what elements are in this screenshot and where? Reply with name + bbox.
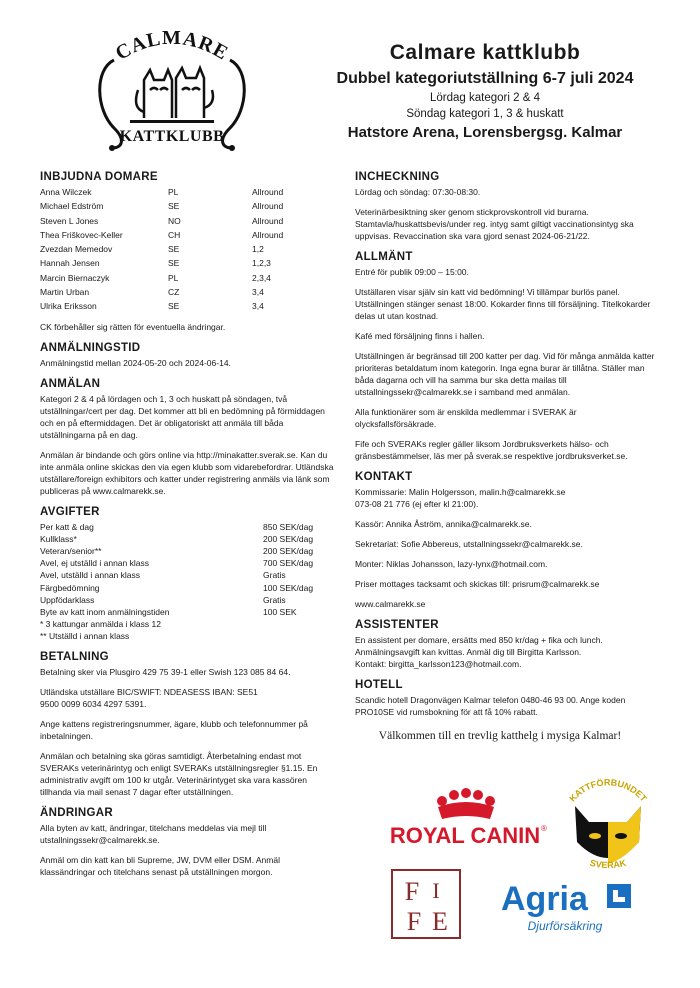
agria-logo <box>495 870 635 936</box>
payment-text-4: Anmälan och betalning ska göras samtidigt. Återbetalning endast mot SVERAKs veterinärintyg och enligt SVERAKs utställningsregler §1.15. En administrativ avgift om 100 kr utgår. Veterinärintyget ska vara kassören tillhanda via mail senast 7 dagar efter utställningen. <box>40 751 318 798</box>
cats-icon <box>136 68 213 118</box>
payment-text-1: Betalning sker via Plusgiro 429 75 39-1 eller Swish 123 085 84 64. <box>40 667 291 678</box>
page-title: Calmare kattklubb <box>389 41 581 64</box>
judge-country: SE <box>168 244 180 255</box>
left-column <box>40 170 335 886</box>
fee-value: 200 SEK/dag <box>263 546 314 557</box>
general-text-5: Alla funktionärer som är enskilda medlemmar i SVERAK är olycksfallsförsäkrade. <box>355 407 577 429</box>
judge-categories: 3,4 <box>252 301 264 312</box>
fee-value: Gratis <box>263 594 286 605</box>
fee-value: 700 SEK/dag <box>263 558 314 569</box>
hotel-text: Scandic hotell Dragonvägen Kalmar telefon 0480-46 93 00. Ange koden PRO10SE vid rumsbokning för att få 10% rabatt. <box>355 695 626 717</box>
header <box>290 40 680 144</box>
contact-booth: Monter: Niklas Johansson, lazy-lynx@hotmail.com. <box>355 559 548 569</box>
fife-letter-4: E <box>432 907 448 936</box>
general-heading: ALLMÄNT <box>355 251 413 263</box>
fees-table <box>40 521 335 619</box>
judge-name: Hannah Jensen <box>40 258 100 269</box>
judge-categories: Allround <box>252 201 284 212</box>
logo-bottom-text: KATTKLUBB <box>119 128 225 145</box>
changes-heading: ÄNDRINGAR <box>40 807 113 820</box>
royal-canin-wordmark: ROYAL CANIN <box>389 823 541 848</box>
sverak-bottom-text: SVERAK <box>588 857 628 871</box>
judge-name: Thea Friškovec-Keller <box>40 229 123 240</box>
fife-letter-3: F <box>406 907 422 936</box>
hotel-heading: HOTELL <box>355 679 403 691</box>
fee-label: Byte av katt inom anmälningstiden <box>40 606 170 617</box>
fife-logo <box>390 868 462 940</box>
registration-text-2: Anmälan är bindande och görs online via http://minakatter.sverak.se. Kan du inte anmäla online skickas den via egen klubb som vidarebefordrar. Utländska utställare/foreign exhibitors och katter under registrering anmäls via länk som publiceras på www.calmarekk.se. <box>40 449 334 496</box>
contact-phone: 073-08 21 776 (ej efter kl 21:00). <box>355 499 479 509</box>
general-text-4: Utställningen är begränsad till 200 katter per dag. Vid för många anmälda katter prioriteras betaldatum inom kategorin. Inga egna burar är tillåtna. Ställer man båda dagarna och vill ha samma bur ska detta mailas till utstallningssekr@calmarekk.se i samband med anmälan. <box>355 351 655 397</box>
contact-treasurer: Kassör: Annika Åström, annika@calmarekk.se. <box>355 519 532 529</box>
contact-secretariat: Sekretariat: Sofie Abbereus, utstallningssekr@calmarekk.se. <box>355 539 583 549</box>
judge-row <box>40 257 335 271</box>
svg-text:CALMARE <box>112 27 232 65</box>
judge-categories: 2,3,4 <box>252 272 271 283</box>
fee-row <box>40 582 335 594</box>
saturday-categories: Lördag kategori 2 & 4 <box>430 92 540 104</box>
judge-categories: Allround <box>252 187 284 197</box>
judge-country: CH <box>168 229 181 240</box>
judge-country: SE <box>168 301 180 312</box>
fee-value: 100 SEK/dag <box>263 582 314 593</box>
agria-subtitle: Djurförsäkring <box>527 919 603 933</box>
judge-country: NO <box>168 215 181 226</box>
registration-period-text: Anmälningstid mellan 2024-05-20 och 2024-06-14. <box>40 357 231 368</box>
crown-icon <box>437 788 495 819</box>
judge-categories: Allround <box>252 215 284 226</box>
fee-label: Färgbedömning <box>40 582 100 593</box>
contact-website: www.calmarekk.se <box>355 599 426 609</box>
judge-categories: 1,2 <box>252 244 264 255</box>
judge-row <box>40 286 335 300</box>
fee-row <box>40 545 335 557</box>
payment-foreign-1: Utländska utställare BIC/SWIFT: NDEASESS IBAN: SE51 <box>40 687 258 698</box>
judges-heading: INBJUDNA DOMARE <box>40 171 158 183</box>
payment-text-3: Ange kattens registreringsnummer, ägare, klubb och telefonnummer på inbetalningen. <box>40 719 308 742</box>
judge-row <box>40 300 335 314</box>
judge-country: PL <box>168 272 179 283</box>
fee-row <box>40 557 335 569</box>
judge-name: Zvezdan Memedov <box>40 244 113 255</box>
judge-categories: Allround <box>252 229 284 240</box>
judge-categories: 3,4 <box>252 287 264 298</box>
judge-row <box>40 200 335 214</box>
venue: Hatstore Arena, Lorensbergsg. Kalmar <box>347 124 623 141</box>
welcome-text: Välkommen till en trevlig katthelg i mysiga Kalmar! <box>378 730 622 742</box>
fife-letter-2: I <box>432 878 440 903</box>
judge-row <box>40 243 335 257</box>
agria-mark-icon <box>607 884 631 908</box>
judge-country: SE <box>168 201 180 212</box>
judge-name: Anna Wilczek <box>40 187 92 197</box>
general-text-1: Entré för publik 09:00 – 15:00. <box>355 267 469 277</box>
judge-name: Martin Urban <box>40 287 90 298</box>
judge-row <box>40 272 335 286</box>
checkin-text-1: Lördag och söndag: 07:30-08:30. <box>355 187 481 197</box>
checkin-text-2: Veterinärbesiktning sker genom stickprovskontroll vid burarna. Stamtavla/huskattsbevis/under reg. intyg samt giltigt vaccinationsintyg ska uppvisas. Revaccination ska vara gjord senast 2024-06-21/22. <box>355 207 634 241</box>
fee-row <box>40 569 335 581</box>
contact-heading: KONTAKT <box>355 471 413 483</box>
judges-note: CK förbehåller sig rätten för eventuella ändringar. <box>40 321 226 332</box>
fee-value: 850 SEK/dag <box>263 521 314 532</box>
registration-text-1: Kategori 2 & 4 på lördagen och 1, 3 och huskatt på söndagen, två utställningar/cert per dag. Det kommer att bli en bedömning på förmiddagen och en på eftermiddagen. Det är obligatoriskt att anmäla till båda utställningarna på en dag. <box>40 393 325 440</box>
judge-row <box>40 215 335 229</box>
royal-canin-logo <box>380 787 550 857</box>
fees-note-1: * 3 kattungar anmälda i klass 12 <box>40 619 161 630</box>
assistants-text-1: En assistent per domare, ersätts med 850 kr/dag + fika och lunch. <box>355 635 603 645</box>
registration-period-heading: ANMÄLNINGSTID <box>40 341 141 354</box>
fee-label: Per katt & dag <box>40 521 94 532</box>
judge-name: Michael Edström <box>40 201 104 212</box>
fee-label: Veteran/senior** <box>40 546 102 557</box>
fee-row <box>40 533 335 545</box>
sverak-logo <box>553 776 663 880</box>
judge-name: Steven L Jones <box>40 215 99 226</box>
assistants-heading: ASSISTENTER <box>355 619 439 631</box>
fee-row <box>40 521 335 533</box>
fees-heading: AVGIFTER <box>40 505 100 518</box>
logo-top-text: CALMARE <box>111 27 233 65</box>
agria-wordmark: Agria <box>501 880 588 918</box>
judge-country: SE <box>168 258 180 269</box>
fees-note-2: ** Utställd i annan klass <box>40 631 130 642</box>
general-text-6: Fife och SVERAKs regler gäller liksom Jordbruksverkets hälso- och gränsbestämmelser, läs mer på sverak.se respektive jordbruksverket.se. <box>355 439 628 461</box>
judge-name: Marcin Biernaczyk <box>40 272 110 283</box>
judge-name: Ulrika Eriksson <box>40 301 97 312</box>
changes-text-1: Alla byten av katt, ändringar, titelchans meddelas via mejl till utstallningssekr@calmarekk.se. <box>40 823 267 846</box>
fife-letter-1: F <box>404 877 420 906</box>
registered-mark: ® <box>541 824 547 833</box>
sunday-categories: Söndag kategori 1, 3 & huskatt <box>406 108 564 120</box>
fee-value: 200 SEK/dag <box>263 533 314 544</box>
svg-text:KATTFÖRBUNDET <box>567 777 649 804</box>
judge-row <box>40 229 335 243</box>
fee-label: Uppfödarklass <box>40 594 95 605</box>
judge-row <box>40 186 335 200</box>
fee-label: Kullklass* <box>40 533 77 544</box>
calmare-kattklubb-logo <box>92 20 252 155</box>
judge-categories: 1,2,3 <box>252 258 271 269</box>
fee-row <box>40 594 335 606</box>
fee-row <box>40 606 335 618</box>
fee-label: Avel, utställd i annan klass <box>40 570 141 581</box>
contact-commissioner: Kommissarie: Malin Holgersson, malin.h@calmarekk.se <box>355 487 566 497</box>
payment-foreign-2: 9500 0099 6034 4297 5391. <box>40 699 147 710</box>
right-column <box>355 170 660 742</box>
changes-text-2: Anmäl om din katt kan bli Supreme, JW, DVM eller DSM. Anmäl klassändringar och titelchans senast på utställningen morgon. <box>40 855 280 878</box>
judge-country: CZ <box>168 287 180 298</box>
fee-value: 100 SEK <box>263 606 297 617</box>
judges-table <box>40 186 335 315</box>
assistants-text-2: Anmälningsavgift kan kvittas. Anmäl dig till Birgitta Karlsson. <box>355 647 582 657</box>
judge-country: PL <box>168 187 179 197</box>
registration-heading: ANMÄLAN <box>40 377 101 390</box>
general-text-3: Kafé med försäljning finns i hallen. <box>355 331 485 341</box>
fee-label: Avel, ej utställd i annan klass <box>40 558 149 569</box>
sverak-top-text: KATTFÖRBUNDET <box>567 777 649 804</box>
payment-heading: BETALNING <box>40 651 109 664</box>
fee-value: Gratis <box>263 570 286 581</box>
general-text-2: Utställaren visar själv sin katt vid bedömning! Vi tillämpar burlös panel. Utställningen stänger senast 18:00. Kokarder finns till försäljning. Titelkokarder delas ut utan kostnad. <box>355 287 651 321</box>
cat-face-icon <box>575 806 641 864</box>
contact-prizes: Priser mottages tacksamt och skickas till: prisrum@calmarekk.se <box>355 579 600 589</box>
assistants-text-3: Kontakt: birgitta_karlsson123@hotmail.com. <box>355 659 522 669</box>
checkin-heading: INCHECKNING <box>355 171 440 183</box>
event-subtitle: Dubbel kategoriutställning 6-7 juli 2024 <box>336 70 634 87</box>
